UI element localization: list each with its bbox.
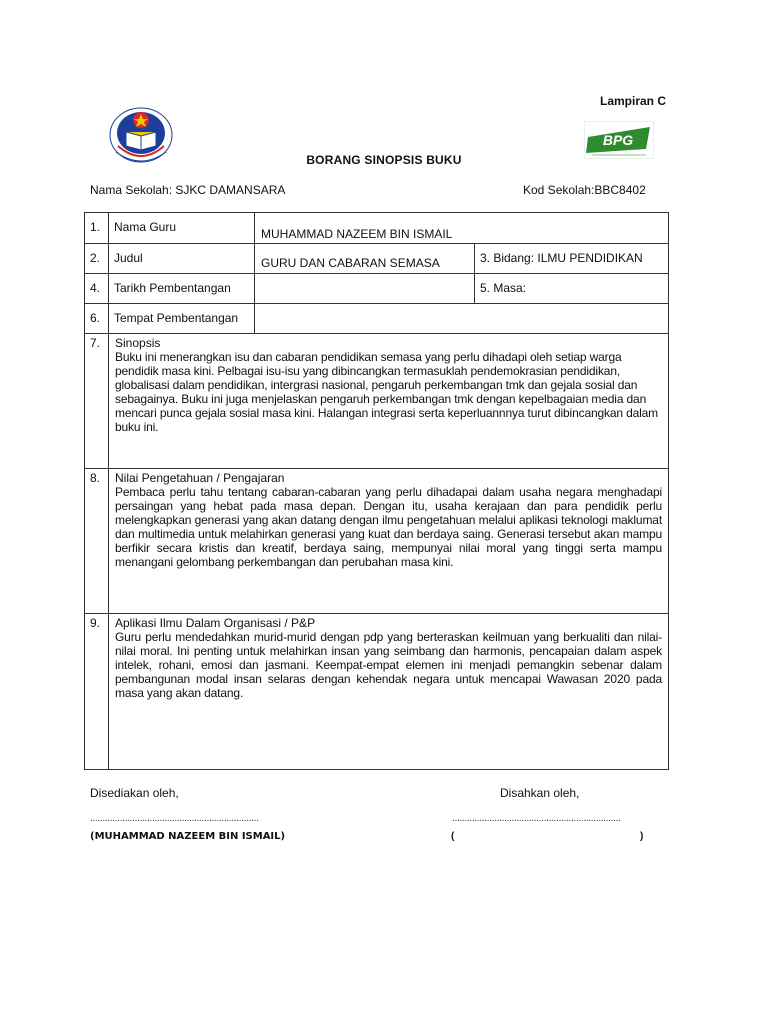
- presentation-venue-value: [255, 304, 669, 334]
- approver-name-open-paren: (: [451, 831, 455, 842]
- bpg-logo-text: BPG: [602, 132, 634, 148]
- signature-line-right: ....................................................................: [452, 813, 621, 824]
- form-row-teacher-name: [85, 213, 669, 244]
- school-name: Nama Sekolah: SJKC DAMANSARA: [90, 183, 286, 197]
- section-body: Guru perlu mendedahkan murid-murid dengan pdp yang berteraskan keilmuan yang berkualiti dan nilai-nilai moral. Ini penting untuk melahirkan insan yang seimbang dan harmonis, pencapaian dalam aspek intelek, rohani, emosi dan jasmani. Keempat-empat elemen ini menjadi pemangkin sebenar dalam pembangunan modal insan selaras dengan kehendak negara untuk mencapai Wawasan 2020 pada masa yang akan datang.: [115, 630, 663, 700]
- book-title-value: GURU DAN CABARAN SEMASA: [255, 244, 475, 274]
- form-section-knowledge-value: [85, 469, 669, 614]
- approver-name-close-paren: ): [640, 831, 644, 842]
- row-number: 8.: [85, 469, 109, 614]
- row-label: Tempat Pembentangan: [109, 304, 255, 334]
- form-row-venue: [85, 304, 669, 334]
- section-title: Sinopsis: [115, 336, 161, 350]
- knowledge-value-cell: [109, 469, 669, 614]
- school-code: Kod Sekolah:BBC8402: [523, 183, 646, 197]
- approved-by-label: Disahkan oleh,: [500, 786, 580, 800]
- form-section-synopsis: [85, 334, 669, 469]
- section-title: Aplikasi Ilmu Dalam Organisasi / P&P: [115, 616, 316, 630]
- synopsis-cell: [109, 334, 669, 469]
- row-number: 9.: [85, 614, 109, 770]
- row-number: 4.: [85, 274, 109, 304]
- field-value: 3. Bidang: ILMU PENDIDIKAN: [475, 244, 669, 274]
- preparer-name: (MUHAMMAD NAZEEM BIN ISMAIL): [90, 831, 286, 842]
- row-number: 1.: [85, 213, 109, 244]
- form-row-title: [85, 244, 669, 274]
- row-number: 6.: [85, 304, 109, 334]
- prepared-by-label: Disediakan oleh,: [90, 786, 179, 800]
- time-label: 5. Masa:: [475, 274, 669, 304]
- row-number: 7.: [85, 334, 109, 469]
- row-label: Nama Guru: [109, 213, 255, 244]
- row-label: Judul: [109, 244, 255, 274]
- row-number: 2.: [85, 244, 109, 274]
- signature-line-left: ....................................................................: [90, 813, 259, 824]
- application-cell: [109, 614, 669, 770]
- form-row-date: [85, 274, 669, 304]
- synopsis-form-table: [84, 212, 669, 770]
- section-body: Pembaca perlu tahu tentang cabaran-cabaran yang perlu dihadapai dalam usaha negara menghadapi persaingan yang hebat pada masa depan. Dengan itu, usaha kerajaan dan para pendidik perlu melengkapkan generasi yang akan datang dengan ilmu pengetahuan melalui aplikasi teknologi maklumat dan multimedia untuk melahirkan generasi yang kuat dan berdaya saing. Generasi tersebut akan mampu berfikir secara kristis dan kreatif, berdaya saing, mempunyai nilai moral yang tinggi serta mampu menangani gelombang perkembangan dan perubahan masa kini.: [115, 485, 663, 569]
- form-section-application: [85, 614, 669, 770]
- presentation-date-value: [255, 274, 475, 304]
- teacher-name-value: MUHAMMAD NAZEEM BIN ISMAIL: [255, 213, 669, 244]
- row-label: Tarikh Pembentangan: [109, 274, 255, 304]
- lampiran-label: Lampiran C: [600, 94, 667, 108]
- form-title: BORANG SINOPSIS BUKU: [306, 153, 462, 167]
- section-body: Buku ini menerangkan isu dan cabaran pendidikan semasa yang perlu dihadapi oleh setiap warga pendidik masa kini. Pelbagai isu-isu yang dibincangkan termasuklah pendemokrasian pendidikan, globalisasi dalam pendidikan, intergrasi nasional, pengaruh perkembangan tmk dan gejala sosial dan sebagainya. Buku ini juga menjelaskan pengaruh perkembangan tmk dengan kepelbagaian media dan mencari punca gejala sosial masa kini. Halangan integrasi serta keperluannnya turut dibincangkan dalam buku ini.: [115, 350, 659, 434]
- section-title: Nilai Pengetahuan / Pengajaran: [115, 471, 285, 485]
